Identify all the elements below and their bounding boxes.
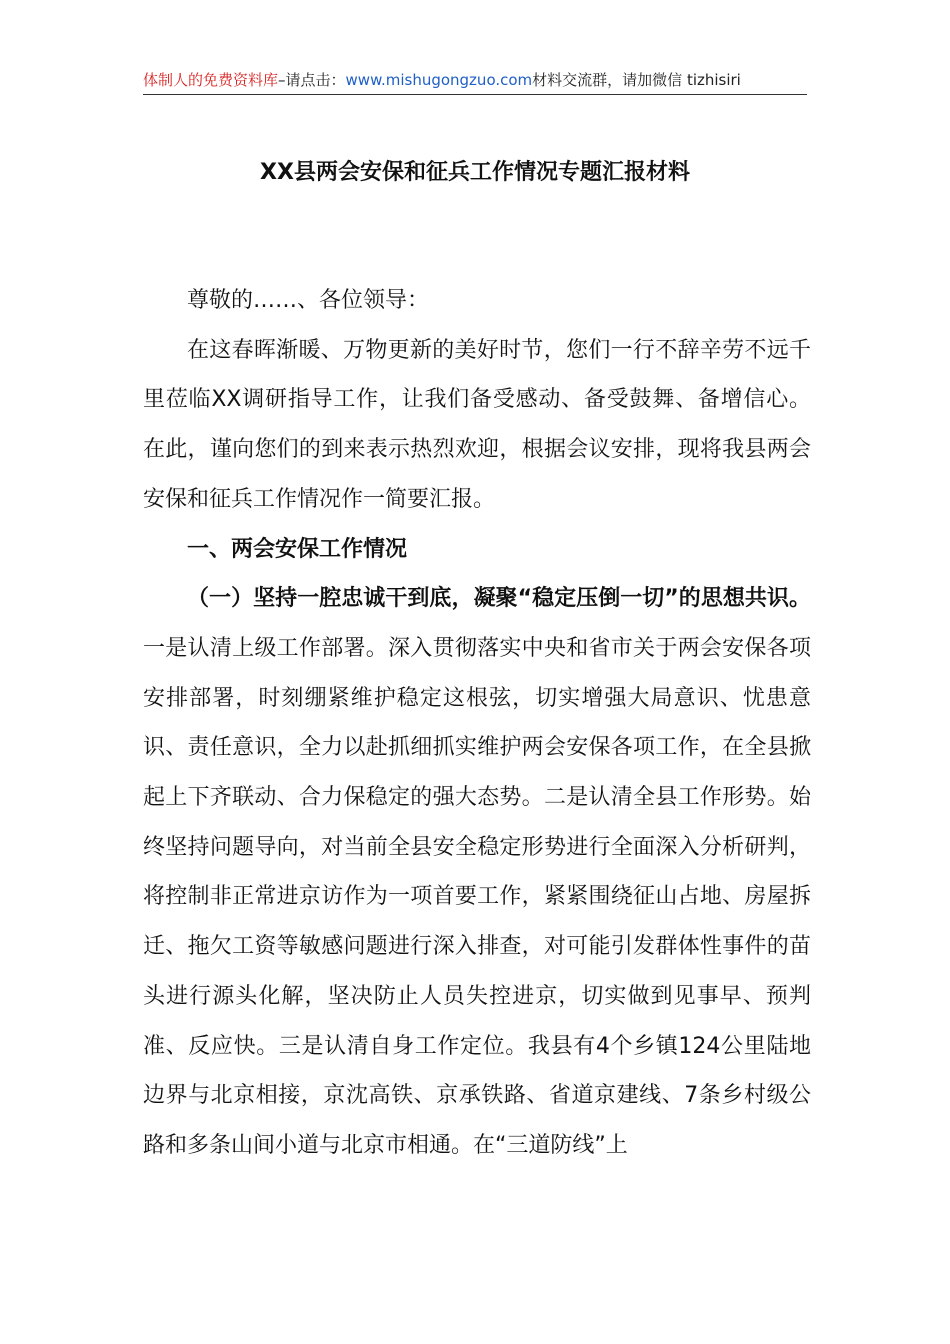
- section-heading: 一、两会安保工作情况: [187, 536, 408, 562]
- page-header: [143, 68, 807, 95]
- header-contact-note: 材料交流群，请加微信 tizhisiri: [532, 71, 741, 89]
- header-website-link[interactable]: www.mishugongzuo.com: [345, 71, 533, 89]
- header-click-prompt: –请点击：: [278, 71, 346, 89]
- intro-paragraph: 在这春晖渐暖、万物更新的美好时节，您们一行不辞辛劳不远千里莅临XX调研指导工作，让我们备受感动、备受鼓舞、备增信心。在此，谨向您们的到来表示热烈欢迎，根据会议安排，现将我县两会安保和征兵工作情况作一简要汇报。: [143, 337, 811, 512]
- header-library-name: 体制人的免费资料库: [143, 71, 279, 89]
- subsection-body: 一是认清上级工作部署。深入贯彻落实中央和省市关于两会安保各项安排部署，时刻绷紧维护稳定这根弦，切实增强大局意识、忧患意识、责任意识，全力以赴抓细抓实维护两会安保各项工作，在全县掀起上下齐联动、合力保稳定的强大态势。二是认清全县工作形势。始终坚持问题导向，对当前全县安全稳定形势进行全面深入分析研判，将控制非正常进京访作为一项首要工作，紧紧围绕征山占地、房屋拆迁、拖欠工资等敏感问题进行深入排查，对可能引发群体性事件的苗头进行源头化解，坚决防止人员失控进京，切实做到见事早、预判准、反应快。三是认清自身工作定位。我县有4个乡镇124公里陆地边界与北京相接，京沈高铁、京承铁路、省道京建线、7条乡村级公路和多条山间小道与北京市相通。在“三道防线”上: [143, 635, 811, 1158]
- document-body: [143, 276, 811, 1171]
- subsection-lead: （一）坚持一腔忠诚干到底，凝聚“稳定压倒一切”的思想共识。: [187, 586, 811, 612]
- subsection-paragraph: [143, 574, 811, 1170]
- salutation: 尊敬的……、各位领导：: [187, 288, 430, 313]
- document-title: XX县两会安保和征兵工作情况专题汇报材料: [260, 160, 690, 185]
